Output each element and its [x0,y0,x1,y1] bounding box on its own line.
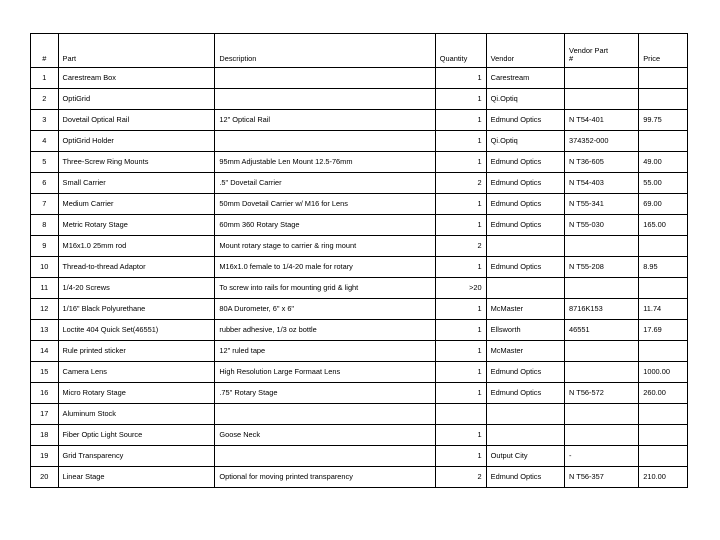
cell-description [215,131,435,152]
cell-price [639,89,688,110]
cell-quantity: 1 [435,68,486,89]
cell-price: 210.00 [639,467,688,488]
cell-vendor-part-number: N T56-357 [565,467,639,488]
cell-vendor-part-number: N T55-208 [565,257,639,278]
cell-vendor: Qi.Optiq [486,131,564,152]
cell-number: 3 [31,110,59,131]
cell-price [639,236,688,257]
cell-part: Grid Transparency [58,446,215,467]
cell-part: Loctite 404 Quick Set(46551) [58,320,215,341]
cell-vendor: Edmund Optics [486,383,564,404]
cell-vendor-part-number: N T55-030 [565,215,639,236]
cell-vendor-part-number: N T54-401 [565,110,639,131]
cell-quantity: 1 [435,194,486,215]
cell-price: 99.75 [639,110,688,131]
table-row [31,278,688,299]
cell-vendor-part-number [565,68,639,89]
cell-vendor [486,278,564,299]
cell-quantity [435,404,486,425]
cell-vendor-part-number: 374352-000 [565,131,639,152]
cell-vendor-part-number [565,425,639,446]
cell-vendor-part-number [565,89,639,110]
cell-quantity: 2 [435,236,486,257]
cell-vendor: Edmund Optics [486,194,564,215]
table-body [31,68,688,488]
cell-description: 80A Durometer, 6" x 6" [215,299,435,320]
cell-part: Micro Rotary Stage [58,383,215,404]
cell-price: 8.95 [639,257,688,278]
cell-price [639,68,688,89]
table-header-row [31,34,688,68]
cell-quantity: 2 [435,467,486,488]
cell-vendor: Edmund Optics [486,467,564,488]
cell-vendor [486,425,564,446]
cell-quantity: 1 [435,257,486,278]
cell-price [639,278,688,299]
table-row [31,341,688,362]
table-row [31,362,688,383]
table-row [31,110,688,131]
cell-price [639,446,688,467]
cell-number: 17 [31,404,59,425]
cell-number: 1 [31,68,59,89]
cell-number: 8 [31,215,59,236]
cell-quantity: 1 [435,89,486,110]
table-row [31,467,688,488]
column-header-quantity: Quantity [435,34,486,68]
column-header-number: # [31,34,59,68]
cell-number: 2 [31,89,59,110]
cell-number: 19 [31,446,59,467]
cell-part: Metric Rotary Stage [58,215,215,236]
cell-vendor-part-number [565,404,639,425]
cell-number: 9 [31,236,59,257]
table-row [31,257,688,278]
cell-quantity: 1 [435,110,486,131]
cell-price [639,404,688,425]
table-row [31,383,688,404]
cell-vendor-part-number [565,362,639,383]
cell-vendor: Carestream [486,68,564,89]
column-header-price: Price [639,34,688,68]
cell-part: 1/4-20 Screws [58,278,215,299]
column-header-description: Description [215,34,435,68]
cell-vendor: Output City [486,446,564,467]
cell-vendor-part-number [565,341,639,362]
cell-part: Rule printed sticker [58,341,215,362]
cell-vendor-part-number [565,236,639,257]
cell-part: Fiber Optic Light Source [58,425,215,446]
cell-part: Three-Screw Ring Mounts [58,152,215,173]
table-row [31,425,688,446]
cell-vendor-part-number: N T55-341 [565,194,639,215]
cell-number: 16 [31,383,59,404]
cell-number: 13 [31,320,59,341]
cell-quantity: 1 [435,362,486,383]
column-header-vendor: Vendor [486,34,564,68]
cell-description [215,404,435,425]
table-row [31,446,688,467]
cell-vendor: Edmund Optics [486,362,564,383]
table-row [31,320,688,341]
cell-number: 11 [31,278,59,299]
table-row [31,68,688,89]
cell-vendor: Edmund Optics [486,257,564,278]
cell-part: Carestream Box [58,68,215,89]
cell-number: 10 [31,257,59,278]
cell-quantity: 1 [435,215,486,236]
table-row [31,173,688,194]
cell-price: 49.00 [639,152,688,173]
cell-price: 11.74 [639,299,688,320]
cell-description: .75" Rotary Stage [215,383,435,404]
cell-number: 12 [31,299,59,320]
vendor-part-header-line2: # [569,54,574,64]
table-row [31,194,688,215]
cell-number: 7 [31,194,59,215]
cell-vendor: Edmund Optics [486,173,564,194]
cell-vendor: Qi.Optiq [486,89,564,110]
cell-quantity: 1 [435,446,486,467]
cell-vendor-part-number: - [565,446,639,467]
cell-description: To screw into rails for mounting grid & light [215,278,435,299]
cell-part: Medium Carrier [58,194,215,215]
cell-description: High Resolution Large Formaat Lens [215,362,435,383]
cell-vendor: Edmund Optics [486,110,564,131]
cell-description: Goose Neck [215,425,435,446]
cell-description: M16x1.0 female to 1/4-20 male for rotary [215,257,435,278]
cell-description: 95mm Adjustable Len Mount 12.5-76mm [215,152,435,173]
column-header-part: Part [58,34,215,68]
cell-description: rubber adhesive, 1/3 oz bottle [215,320,435,341]
table-row [31,404,688,425]
table-row [31,131,688,152]
cell-part: OptiGrid Holder [58,131,215,152]
cell-vendor-part-number: N T56-572 [565,383,639,404]
cell-description: .5" Dovetail Carrier [215,173,435,194]
table-row [31,152,688,173]
cell-part: Aluminum Stock [58,404,215,425]
cell-number: 20 [31,467,59,488]
cell-description [215,89,435,110]
cell-description: 60mm 360 Rotary Stage [215,215,435,236]
cell-number: 14 [31,341,59,362]
cell-vendor-part-number [565,278,639,299]
cell-number: 15 [31,362,59,383]
cell-price: 69.00 [639,194,688,215]
cell-part: Small Carrier [58,173,215,194]
cell-vendor: Edmund Optics [486,152,564,173]
cell-quantity: 2 [435,173,486,194]
cell-vendor-part-number: 46551 [565,320,639,341]
cell-number: 6 [31,173,59,194]
column-header-vendor-part-number [565,34,639,68]
cell-quantity: 1 [435,131,486,152]
cell-price [639,341,688,362]
cell-description: 12" Optical Rail [215,110,435,131]
cell-quantity: 1 [435,152,486,173]
cell-vendor-part-number: N T54-403 [565,173,639,194]
cell-part: 1/16" Black Polyurethane [58,299,215,320]
cell-description: 12" ruled tape [215,341,435,362]
cell-quantity: 1 [435,320,486,341]
cell-price: 165.00 [639,215,688,236]
parts-list-table [30,33,688,488]
cell-quantity: 1 [435,425,486,446]
table-row [31,215,688,236]
cell-part: Thread-to-thread Adaptor [58,257,215,278]
cell-description: Optional for moving printed transparency [215,467,435,488]
cell-vendor: Edmund Optics [486,215,564,236]
cell-part: OptiGrid [58,89,215,110]
cell-vendor: McMaster [486,341,564,362]
cell-price: 17.69 [639,320,688,341]
cell-quantity: 1 [435,383,486,404]
cell-vendor [486,404,564,425]
vendor-part-header-line1: Vendor Part [569,45,609,55]
cell-price: 55.00 [639,173,688,194]
cell-part: Dovetail Optical Rail [58,110,215,131]
cell-price [639,425,688,446]
cell-number: 4 [31,131,59,152]
cell-vendor-part-number: N T36-605 [565,152,639,173]
cell-description: Mount rotary stage to carrier & ring mount [215,236,435,257]
cell-quantity: 1 [435,299,486,320]
cell-description [215,68,435,89]
cell-vendor: Ellsworth [486,320,564,341]
cell-vendor [486,236,564,257]
cell-quantity: 1 [435,341,486,362]
cell-vendor: McMaster [486,299,564,320]
cell-quantity: >20 [435,278,486,299]
cell-part: M16x1.0 25mm rod [58,236,215,257]
cell-price: 1000.00 [639,362,688,383]
cell-part: Camera Lens [58,362,215,383]
cell-description: 50mm Dovetail Carrier w/ M16 for Lens [215,194,435,215]
table-header [31,34,688,68]
cell-price [639,131,688,152]
cell-description [215,446,435,467]
cell-vendor-part-number: 8716K153 [565,299,639,320]
cell-number: 5 [31,152,59,173]
table-row [31,236,688,257]
table-row [31,89,688,110]
cell-number: 18 [31,425,59,446]
cell-price: 260.00 [639,383,688,404]
cell-part: Linear Stage [58,467,215,488]
table-row [31,299,688,320]
